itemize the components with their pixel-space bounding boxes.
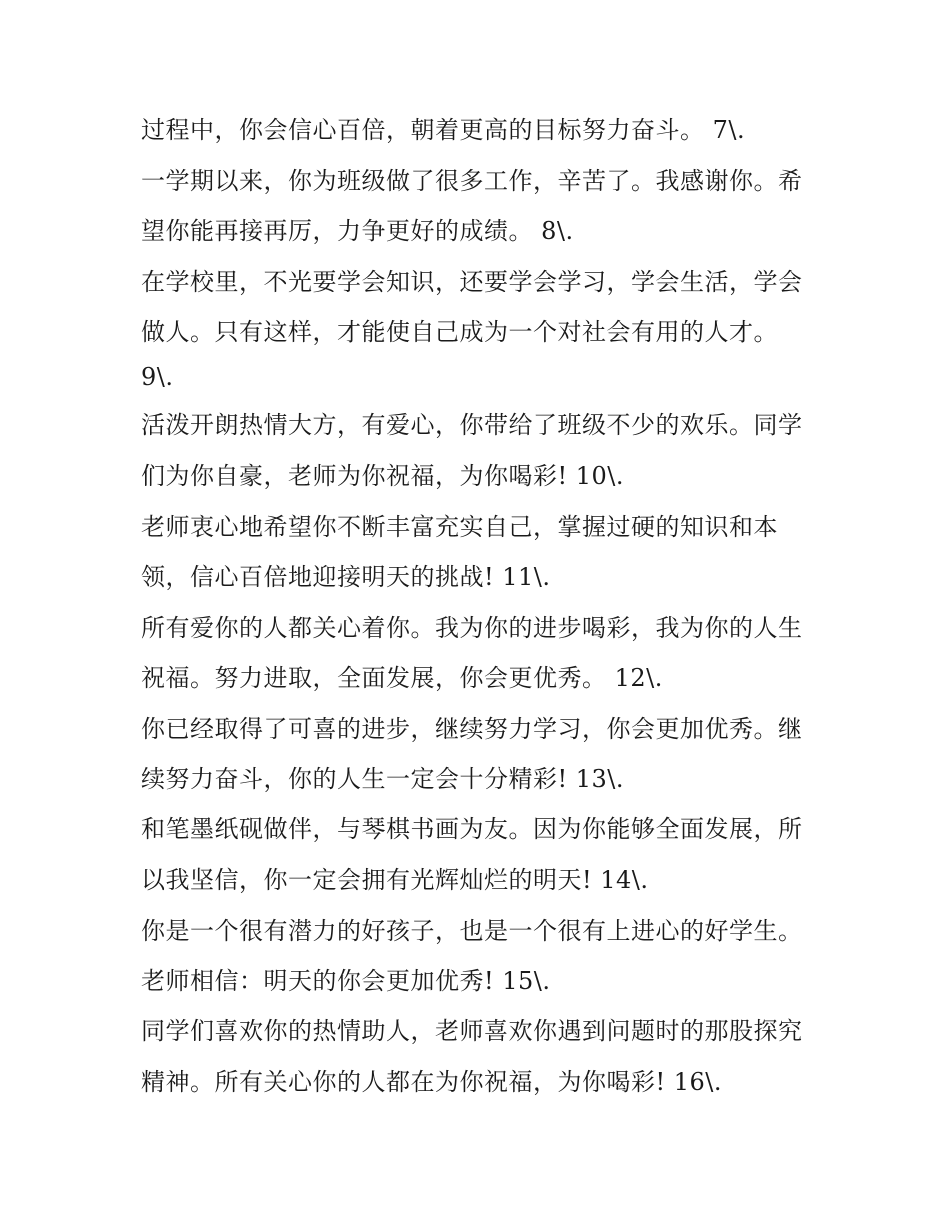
- text-line: 们为你自豪，老师为你祝福，为你喝彩! 10\.: [141, 462, 625, 490]
- text-line: 老师衷心地希望你不断丰富充实自己，掌握过硬的知识和本: [141, 513, 778, 541]
- text-line: 望你能再接再厉，力争更好的成绩。 8\.: [141, 217, 574, 245]
- text-line: 续努力奋斗，你的人生一定会十分精彩! 13\.: [141, 765, 625, 793]
- text-line: 老师相信：明天的你会更加优秀! 15\.: [141, 967, 551, 995]
- text-line: 你已经取得了可喜的进步，继续努力学习，你会更加优秀。继: [141, 715, 803, 743]
- text-line: 你是一个很有潜力的好孩子，也是一个很有上进心的好学生。: [141, 917, 803, 945]
- text-line: 和笔墨纸砚做伴，与琴棋书画为友。因为你能够全面发展，所: [141, 815, 803, 843]
- text-line: 领，信心百倍地迎接明天的挑战! 11\.: [141, 563, 551, 591]
- text-line: 活泼开朗热情大方，有爱心，你带给了班级不少的欢乐。同学: [141, 411, 803, 439]
- text-line: 9\.: [141, 363, 174, 391]
- text-line: 做人。只有这样，才能使自己成为一个对社会有用的人才。: [141, 318, 778, 346]
- text-line: 精神。所有关心你的人都在为你祝福，为你喝彩! 16\.: [141, 1068, 723, 1096]
- text-line: 所有爱你的人都关心着你。我为你的进步喝彩，我为你的人生: [141, 614, 803, 642]
- text-line: 一学期以来，你为班级做了很多工作，辛苦了。我感谢你。希: [141, 167, 803, 195]
- text-line: 在学校里，不光要学会知识，还要学会学习，学会生活，学会: [141, 268, 803, 296]
- text-line: 以我坚信，你一定会拥有光辉灿烂的明天! 14\.: [141, 866, 649, 894]
- text-line: 过程中，你会信心百倍，朝着更高的目标努力奋斗。 7\.: [141, 116, 746, 144]
- text-line: 祝福。努力进取，全面发展，你会更优秀。 12\.: [141, 664, 663, 692]
- text-line: 同学们喜欢你的热情助人，老师喜欢你遇到问题时的那股探究: [141, 1017, 803, 1045]
